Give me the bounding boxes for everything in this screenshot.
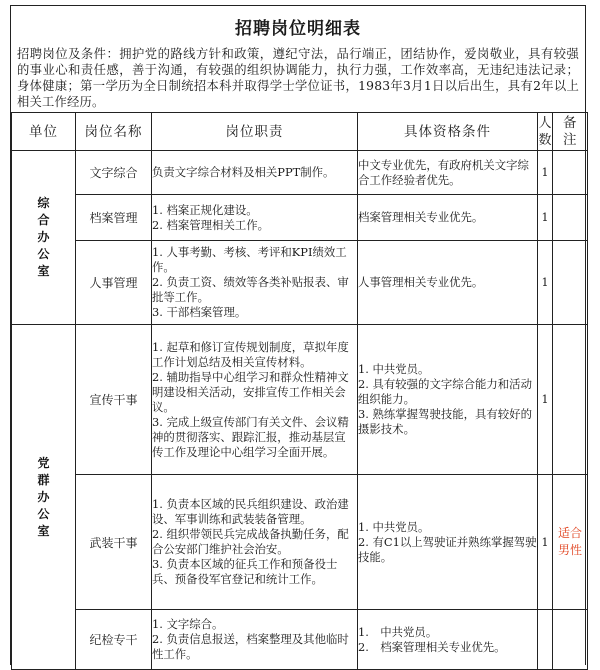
table-row [12,325,588,475]
requirement-line: 1. 中共党员。 [358,624,438,639]
duty-line: 2. 档案管理相关工作。 [152,217,270,232]
duty-line: 1. 档案正规化建设。 [152,202,258,217]
duty-line: 1. 人事考勤、考核、考评和KPI绩效工作。 [152,245,347,274]
duty-cell [152,195,358,241]
table-row [12,241,588,325]
position-name: 武装干事 [76,475,152,610]
count-cell: 1 [538,151,553,195]
note-cell [553,475,588,610]
duty-cell [152,151,358,195]
requirements-cell [358,241,538,325]
note-cell [553,195,588,241]
note-cell [553,325,588,475]
count-cell: 1 [538,241,553,325]
intro-paragraph: 招聘岗位及条件：拥护党的路线方针和政策，遵纪守法，品行端正，团结协作，爱岗敬业，具有较强的事业心和责任感，善于沟通，有较强的组织协调能力，执行力强，工作效率高，无违纪违法记录；身体健康；第一学历为全日制统招本科并取得学士学位证书，1983年3月1日以后出生，具有2年以上相关工作经历。 [17,47,579,109]
count-cell: 1 [538,475,553,610]
duty-cell [152,325,358,475]
table-row [12,151,588,195]
requirements-cell [358,325,538,475]
position-name: 文字综合 [76,151,152,195]
positions-table [11,112,588,670]
duty-line: 3. 干部档案管理。 [152,305,247,319]
duty-line: 1. 负责本区域的民兵组织建设、政治建设、军事训练和武装装备管理。 [152,497,349,526]
requirement-line: 档案管理相关专业优先。 [358,210,484,224]
duty-line: 2. 负责工资、绩效等各类补贴报表、审批等工作。 [152,275,349,304]
table-row [12,195,588,241]
duty-line: 3. 完成上级宣传部门有关文件、会议精神的贯彻落实、跟踪汇报，推动基层宣传工作及理论中心组学习全面开展。 [152,414,349,459]
table-row [12,475,588,610]
requirement-line: 2. 具有较强的文字综合能力和活动组织能力。 [358,377,532,406]
note-text: 适合男性 [557,526,582,557]
position-name: 纪检专干 [76,610,152,670]
duty-line: 负责文字综合材料及相关PPT制作。 [152,165,335,179]
count-cell: 1 [538,195,553,241]
page-title: 招聘岗位明细表 [235,19,361,39]
requirement-line: 1. 中共党员。 [358,362,430,376]
count-cell [538,610,553,670]
header-unit: 单位 [12,113,76,151]
header-count: 人数 [538,113,553,151]
requirement-line: 2. 有C1以上驾驶证并熟练掌握驾驶技能。 [358,534,537,564]
unit-cell: 综合办公室 [12,151,76,325]
note-cell [553,610,588,670]
duty-line: 1. 起草和修订宣传规划制度，草拟年度工作计划总结及相关宣传材料。 [152,339,349,369]
duty-cell [152,610,358,670]
requirements-cell [358,475,538,610]
note-cell [553,151,588,195]
position-name: 档案管理 [76,195,152,241]
position-name: 人事管理 [76,241,152,325]
requirements-cell [358,151,538,195]
duty-cell [152,475,358,610]
note-cell [553,241,588,325]
recruitment-sheet [10,5,586,665]
header-requirements: 具体资格条件 [358,113,538,151]
position-name: 宣传干事 [76,325,152,475]
duty-line: 2. 辅助指导中心组学习和群众性精神文明建设相关活动，安排宣传工作相关会议。 [152,369,349,414]
header-duty: 岗位职责 [152,113,358,151]
duty-cell [152,241,358,325]
requirements-cell [358,610,538,670]
table-row [12,610,588,670]
header-note: 备注 [553,113,588,151]
unit-cell: 党群办公室 [12,325,76,670]
requirement-line: 中文专业优先，有政府机关文字综合工作经验者优先。 [358,157,529,187]
duty-line: 3. 负责本区域的征兵工作和预备役士兵、预备役军官登记和统计工作。 [152,557,338,586]
requirement-line: 人事管理相关专业优先。 [358,275,484,289]
duty-line: 1. 文字综合。 [152,617,224,631]
duty-line: 2. 负责信息报送，档案整理及其他临时性工作。 [152,632,349,661]
requirement-line: 1. 中共党员。 [358,519,430,534]
requirement-line: 2. 档案管理相关专业优先。 [358,639,506,654]
header-row [12,113,588,151]
requirement-line: 3. 熟练掌握驾驶技能，具有较好的摄影技术。 [358,407,532,436]
header-position: 岗位名称 [76,113,152,151]
requirements-cell [358,195,538,241]
duty-line: 2. 组织带领民兵完成战备执勤任务，配合公安部门维护社会治安。 [152,527,349,556]
count-cell: 1 [538,325,553,475]
